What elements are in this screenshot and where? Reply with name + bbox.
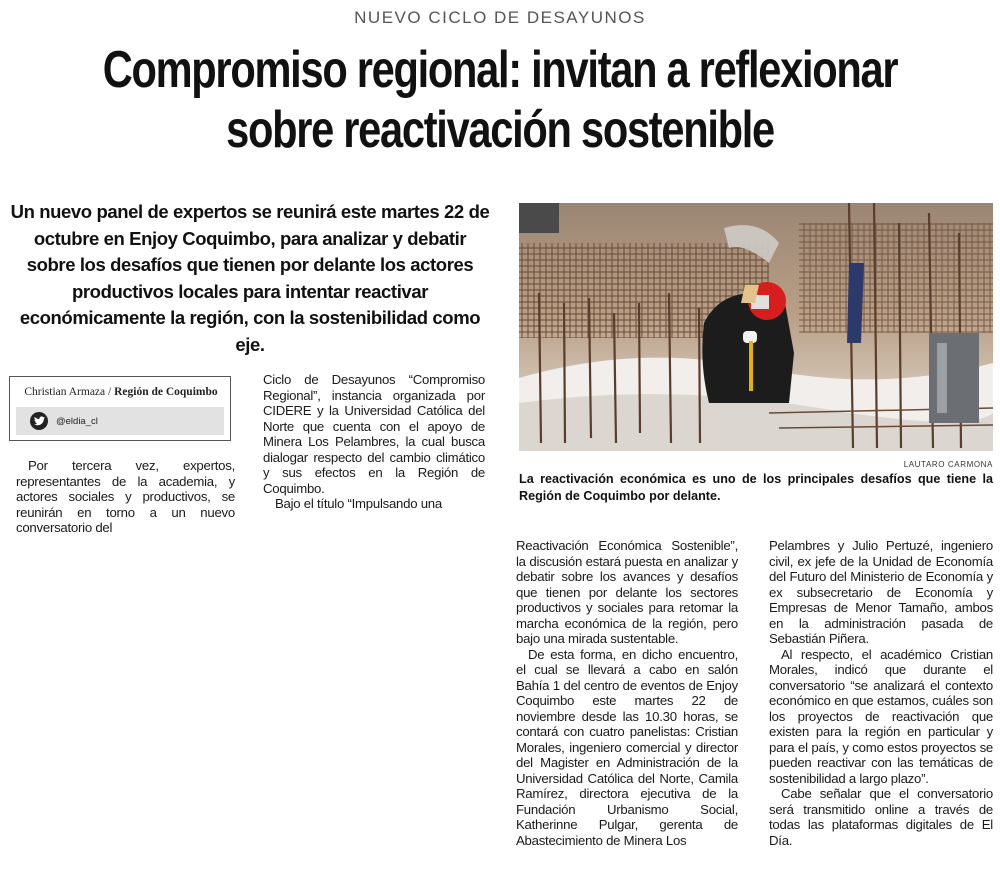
- social-bar: [16, 407, 224, 435]
- twitter-icon: [30, 412, 48, 430]
- photo-credit: LAUTARO CARMONA: [903, 460, 993, 469]
- section-kicker: NUEVO CICLO DE DESAYUNOS: [354, 8, 646, 27]
- byline-separator: /: [105, 386, 115, 398]
- body-paragraph: Por tercera vez, expertos, representantes de la academia, y actores sociales y productivos, se reunirán en torno a un nuevo conversatorio del: [16, 458, 235, 535]
- body-paragraph: Bajo el título “Impulsando una: [275, 496, 442, 511]
- headline-line-2: sobre reactivación sostenible: [226, 101, 774, 159]
- body-column-1: [16, 458, 235, 536]
- body-paragraph: Cabe señalar que el conversatorio será transmitido online a través de todas las plataformas digitales de El Día.: [769, 786, 993, 848]
- body-paragraph: Pelambres y Julio Pertuzé, ingeniero civil, ex jefe de la Unidad de Economía del Futuro del Ministerio de Economía y ex subsecretario de Economía y Empresas de Menor Tamaño, ambos en la administración pasada de Sebastián Piñera.: [769, 538, 993, 646]
- body-column-3: [516, 538, 738, 848]
- byline-box: [9, 376, 231, 441]
- body-paragraph: Reactivación Económica Sostenible”, la discusión estará puesta en analizar y debatir sobre los avances y desafíos que tienen por delante los sectores productivos y sociales para retomar la marcha económica de la región, pero bajo una mirada sustentable.: [516, 538, 738, 646]
- lead-paragraph: Un nuevo panel de expertos se reunirá este martes 22 de octubre en Enjoy Coquimbo, para analizar y debatir sobre los desafíos que tienen por delante los actores productivos locales para intentar reactivar económicamente la región, con la sostenibilidad como eje.: [10, 201, 490, 355]
- byline-author-line: [10, 386, 232, 398]
- twitter-handle: @eldia_cl: [56, 415, 98, 427]
- author-name: Christian Armaza: [24, 386, 106, 398]
- headline: [0, 40, 1000, 160]
- body-paragraph: De esta forma, en dicho encuentro, el cual se llevará a cabo en salón Bahía 1 del centro de eventos de Enjoy Coquimbo este martes 22 de noviembre desde las 10.30 horas, se contará con cuatro panelistas: Cristian Morales, ingeniero comercial y director del Magister en Administración de la Universidad Católica del Norte, Camila Ramírez, directora ejecutiva de la Fundación Urbanismo Social, Katherinne Pulgar, gerenta de Abastecimiento de Minera Los: [516, 646, 738, 848]
- headline-line-1: Compromiso regional: invitan a reflexionar: [102, 41, 898, 99]
- body-column-4: [769, 538, 993, 848]
- publication-name: Región de Coquimbo: [114, 386, 218, 398]
- photo-caption: La reactivación económica es uno de los principales desafíos que tiene la Región de Coquimbo por delante.: [519, 472, 993, 503]
- construction-worker-photo: [519, 203, 993, 451]
- body-paragraph: Ciclo de Desayunos “Compromiso Regional”, instancia organizada por CIDERE y la Universidad Católica del Norte que cuenta con el apoyo de Minera Los Pelambres, la cual busca dialogar respecto del cambio climático y sus efectos en la Región de Coquimbo.: [263, 372, 485, 496]
- article-photo: [519, 203, 993, 451]
- body-paragraph: Al respecto, el académico Cristian Morales, indicó que durante el conversatorio “se analizará el contexto económico en que estamos, cuáles son los proyectos de reactivación que existen para la región en particular y para el país, y como estos proyectos se pueden reactivar con las temáticas de sostenibilidad a largo plazo”.: [769, 646, 993, 786]
- body-column-2: [263, 372, 485, 512]
